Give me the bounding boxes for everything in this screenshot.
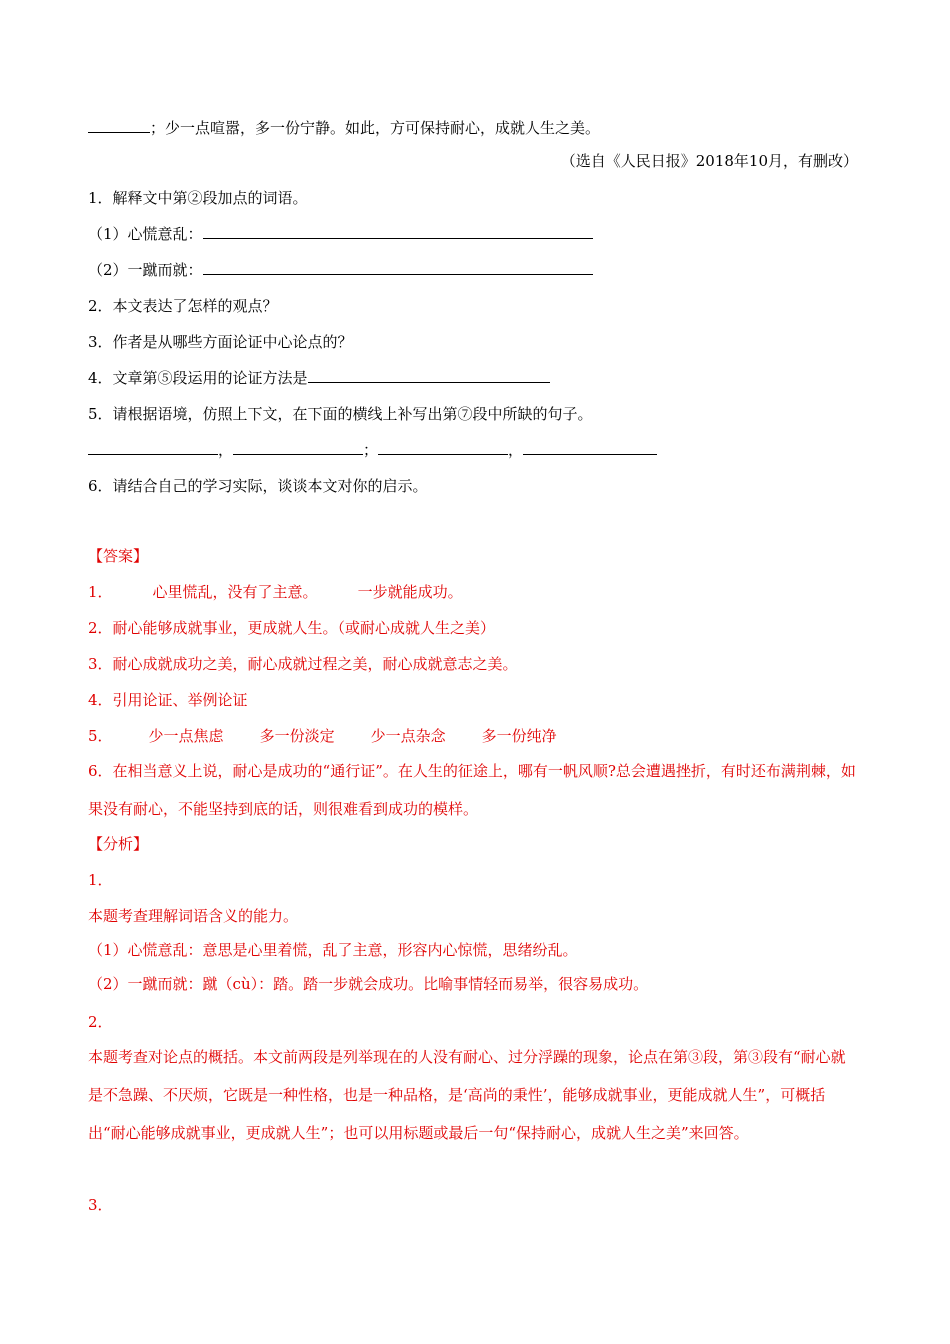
analysis-2-num: 2．: [88, 1013, 113, 1031]
answer-6: 6．在相当意义上说，耐心是成功的“通行证”。在人生的征途上，哪有一帆风顺?总会遭遇挫折，有时还布满荆棘，如果没有耐心，不能坚持到底的话，则很难看到成功的模样。: [88, 762, 856, 818]
question-2: 2．本文表达了怎样的观点？: [88, 297, 278, 315]
answer-4: 4．引用论证、举例论证: [88, 691, 248, 709]
question-1-1: [88, 223, 593, 245]
answer-blank: [88, 118, 150, 133]
passage-text: ；少一点喧嚣，多一份宁静。如此，方可保持耐心，成就人生之美。: [150, 119, 601, 137]
answer-5-item: 多一份淡定: [259, 727, 335, 745]
answer-num: 5．: [88, 727, 113, 745]
answer-5-item: 多一份纯净: [481, 727, 557, 745]
question-5-blanks: [88, 439, 657, 461]
separator: ；: [363, 441, 379, 459]
analysis-1-text: 本题考查理解词语含义的能力。: [88, 907, 299, 925]
answer-1: [88, 581, 463, 603]
question-1-2-label: （2）一蹴而就：: [88, 261, 203, 279]
answer-heading: 【答案】: [88, 547, 149, 565]
answer-blank: [88, 440, 218, 455]
answer-blank: [378, 440, 508, 455]
question-5: 5．请根据语境，仿照上下文，在下面的横线上补写出第⑦段中所缺的句子。: [88, 405, 593, 423]
answer-blank: [203, 260, 593, 275]
answer-blank: [523, 440, 657, 455]
question-1-2: [88, 259, 593, 281]
analysis-heading: 【分析】: [88, 835, 149, 853]
analysis-3-num: 3．: [88, 1196, 113, 1214]
separator: ，: [218, 441, 234, 459]
question-4: [88, 367, 550, 389]
passage-line: [88, 117, 600, 139]
answer-blank: [308, 368, 550, 383]
separator: ，: [508, 441, 524, 459]
answer-2: 2．耐心能够成就事业，更成就人生。（或耐心成就人生之美）: [88, 619, 496, 637]
answer-1-part1: 心里慌乱，没有了主意。: [152, 583, 318, 601]
analysis-1-num: 1．: [88, 871, 113, 889]
answer-num: 1．: [88, 583, 113, 601]
analysis-1-1: （1）心慌意乱：意思是心里着慌，乱了主意，形容内心惊慌，思绪纷乱。: [88, 941, 578, 959]
answer-5-item: 少一点焦虑: [148, 727, 224, 745]
passage-source: （选自《人民日报》2018年10月，有删改）: [560, 152, 858, 170]
question-6: 6．请结合自己的学习实际，谈谈本文对你的启示。: [88, 477, 428, 495]
analysis-2-text: 本题考查对论点的概括。本文前两段是列举现在的人没有耐心、过分浮躁的现象，论点在第③段，第③段有“耐心就是不急躁、不厌烦，它既是一种性格，也是一种品格，是‘高尚的秉性’，能够成就事业，更能成就人生”，可概括出“耐心能够成就事业，更成就人生”；也可以用标题或最后一句“保持耐心，成就人生之美”来回答。: [88, 1048, 846, 1142]
answer-blank: [203, 224, 593, 239]
answer-5-item: 少一点杂念: [370, 727, 446, 745]
answer-3: 3．耐心成就成功之美，耐心成就过程之美，耐心成就意志之美。: [88, 655, 518, 673]
answer-1-part2: 一步就能成功。: [357, 583, 463, 601]
question-1-1-label: （1）心慌意乱：: [88, 225, 203, 243]
question-1: 1．解释文中第②段加点的词语。: [88, 189, 308, 207]
answer-5: [88, 725, 557, 747]
analysis-1-2: （2）一蹴而就：蹴（cù）：踏。踏一步就会成功。比喻事情轻而易举，很容易成功。: [88, 975, 649, 993]
question-4-label: 4．文章第⑤段运用的论证方法是: [88, 369, 308, 387]
question-3: 3．作者是从哪些方面论证中心论点的？: [88, 333, 353, 351]
answer-blank: [233, 440, 363, 455]
